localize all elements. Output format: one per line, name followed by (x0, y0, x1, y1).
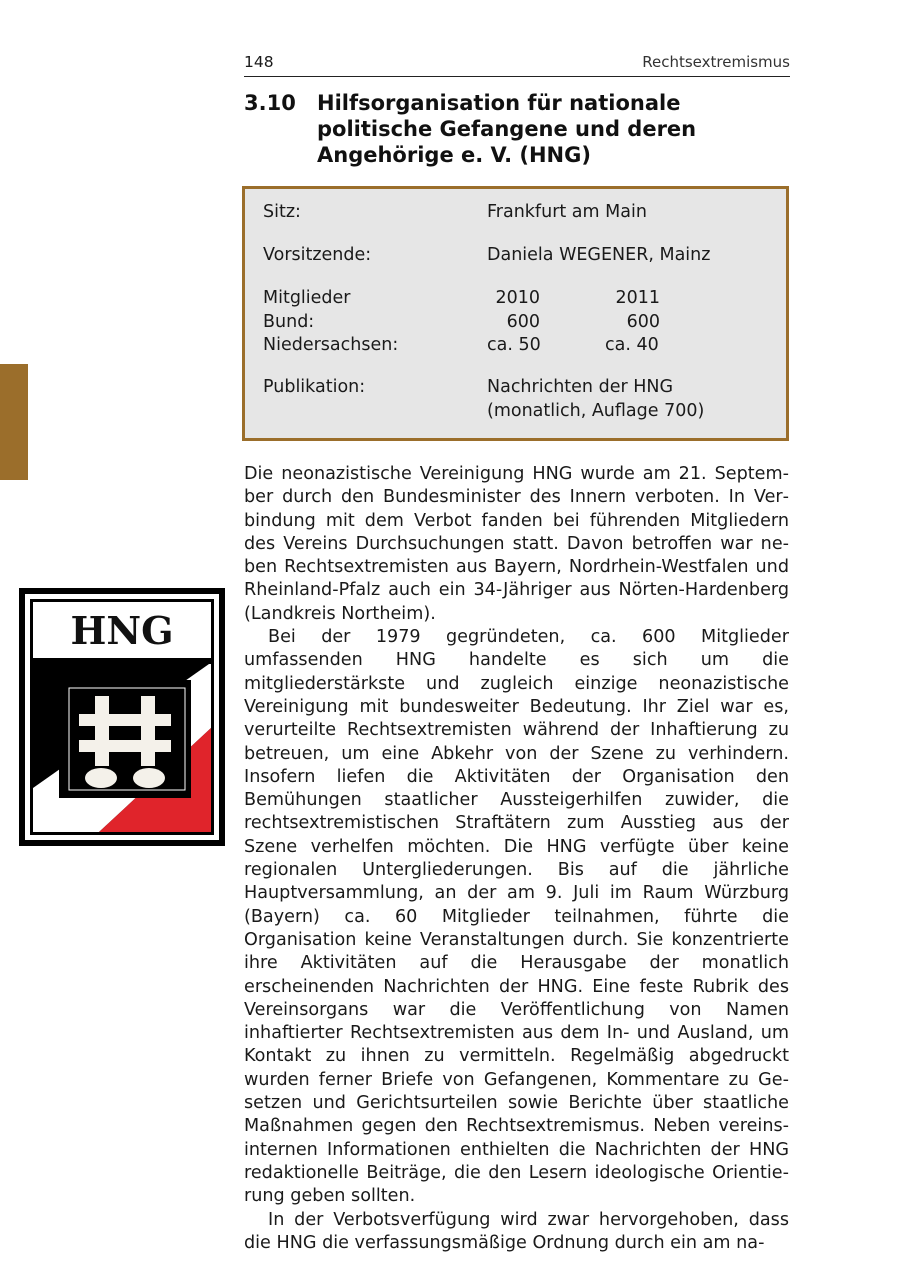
mitglieder-label: Mitglieder (263, 288, 351, 308)
chapter-tab (0, 364, 28, 480)
info-box (242, 186, 789, 441)
year-2011: 2011 (615, 288, 660, 308)
year-2010: 2010 (495, 288, 540, 308)
bund-2011: 600 (626, 312, 660, 332)
bund-2010: 600 (506, 312, 540, 332)
section-title: Hilfsorganisation für nationale politische Gefangene und deren Angehörige e. V. (HNG) (317, 91, 697, 167)
vorsitz-value: Daniela WEGENER, Mainz (487, 245, 711, 265)
body-text (244, 463, 789, 1255)
page-header (244, 52, 790, 77)
page-number: 148 (244, 53, 274, 71)
paragraph-1: Die neonazistische Vereinigung HNG wurde am 21. September durch den Bundesminister des Innern verboten. In Verbindung mit dem Verbot fanden bei führenden Mitgliedern des Vereins Durchsuchungen statt. Davon betroffen war neben Rechtsextremisten aus Bayern, Nordrhein-Westfalen und Rheinland-Pfalz auch ein 34-Jähriger aus Nörten-Hardenberg (Landkreis Northeim). (244, 464, 789, 624)
paragraph-2: Bei der 1979 gegründeten, ca. 600 Mitglieder umfassenden HNG handelte es sich um die mitgliederstärkste und zugleich einzige neonazistische Vereinigung mit bundesweiter Bedeutung. Ihr Ziel war es, verurteilte Rechtsextremisten während der Inhaftierung zu betreuen, um eine Abkehr von der Szene zu verhindern. Insofern liefen die Aktivitäten der Organisation den Bemühungen staatlicher Aussteigerhilfen zuwider, die rechtsextremistischen Straftätern zum Ausstieg aus der Szene verhelfen möchten. Die HNG verfügte über keine regionalen Untergliederungen. Bis auf die jährliche Hauptversammlung, an der am 9. Juli im Raum Würzburg (Bayern) ca. 60 Mitglieder teilnahmen, führte die Organisation keine Veranstaltungen durch. Sie konzentrierte ihre Aktivitäten auf die Herausgabe der monatlich erscheinenden Nachrichten der HNG. Eine feste Rubrik des Vereinsorgans war die Veröffentlichung von Namen inhaftierter Rechtsextremisten aus dem In- und Ausland, um Kontakt zu ihnen zu vermitteln. Regelmäßig abgedruckt wurden ferner Briefe von Gefangenen, Kommentare zu Gesetzen und Gerichtsurteilen sowie Berichte über staatliche Maßnahmen gegen den Rechtsextremismus. Neben vereinsinternen Informationen enthielten die Nachrichten der HNG redaktionelle Beiträge, die den Lesern ideologische Orientierung geben sollten. (244, 627, 789, 1207)
vorsitz-label: Vorsitzende: (263, 245, 372, 265)
nds-2010: ca. 50 (487, 335, 541, 355)
publikation-value-1: Nachrichten der HNG (487, 377, 674, 397)
nds-label: Niedersachsen: (263, 335, 399, 355)
bund-label: Bund: (263, 312, 315, 332)
running-title: Rechtsextremismus (642, 53, 790, 71)
sitz-label: Sitz: (263, 202, 301, 222)
publikation-label: Publikation: (263, 377, 366, 397)
publikation-value-2: (monatlich, Auflage 700) (487, 401, 705, 421)
section-number: 3.10 (244, 91, 296, 115)
paragraph-3: In der Verbotsverfügung wird zwar hervorgehoben, dass die HNG die verfassungsmäßige Ordnung durch ein am na- (244, 1209, 789, 1253)
hng-logo (19, 588, 225, 846)
logo-text: HNG (70, 608, 174, 653)
sitz-value: Frankfurt am Main (487, 202, 647, 222)
nds-2011: ca. 40 (605, 335, 659, 355)
